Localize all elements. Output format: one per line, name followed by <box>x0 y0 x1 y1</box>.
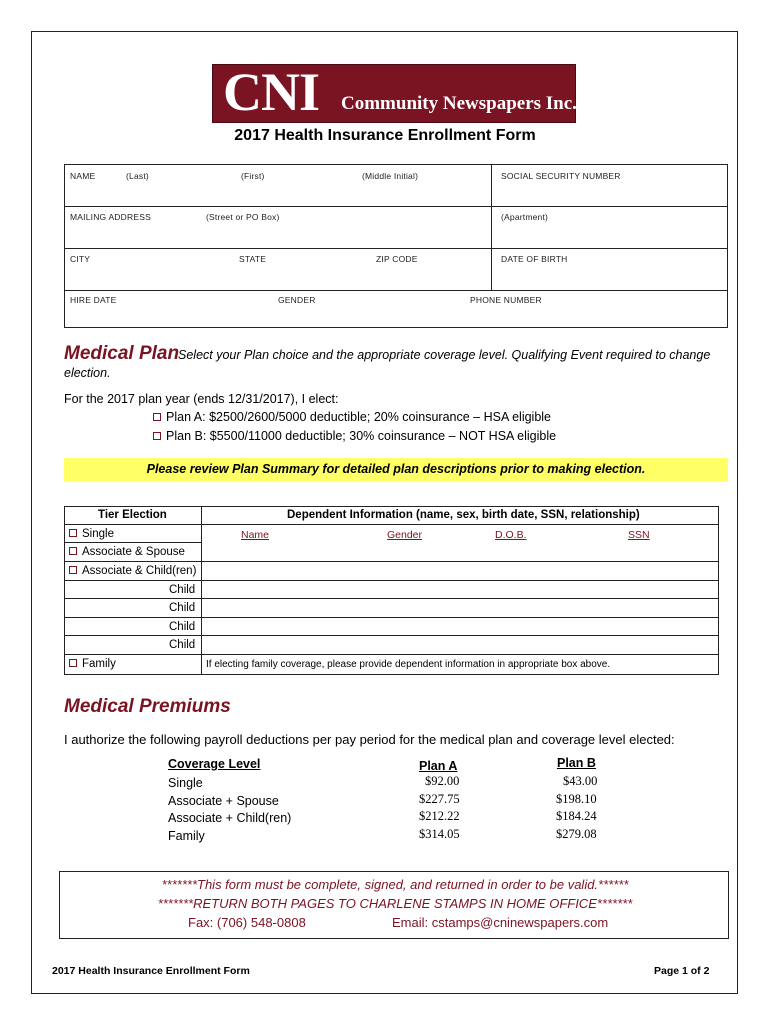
review-note-banner <box>64 458 728 482</box>
plan-b-premium: $279.08 <box>556 827 597 841</box>
apartment-label: (Apartment) <box>501 212 549 222</box>
table-divider <box>65 654 718 655</box>
mailing-address-label: MAILING ADDRESS <box>70 212 151 222</box>
plan-a-premium: $92.00 <box>425 774 460 788</box>
plan-a-checkbox[interactable] <box>153 413 161 421</box>
table-divider <box>201 507 202 674</box>
apartment-field[interactable] <box>495 225 723 246</box>
tier-assoc-children-checkbox[interactable] <box>69 566 77 574</box>
company-logo <box>212 64 576 123</box>
footer-title: 2017 Health Insurance Enrollment Form <box>52 965 250 977</box>
hire-date-label: HIRE DATE <box>70 295 117 305</box>
coverage-level-header: Coverage Level <box>168 757 261 771</box>
gender-label: GENDER <box>278 295 316 305</box>
grid-divider <box>65 206 727 207</box>
dob-label: DATE OF BIRTH <box>501 254 568 264</box>
plan-b-label: Plan B: $5500/11000 deductible; 30% coinsurance – NOT HSA eligible <box>166 429 557 443</box>
phone-label: PHONE NUMBER <box>470 295 542 305</box>
page-number: Page 1 of 2 <box>654 965 710 977</box>
mailing-address-field[interactable] <box>67 225 487 246</box>
dependent-info-header: Dependent Information (name, sex, birth date, SSN, relationship) <box>287 509 640 521</box>
tier-single-checkbox[interactable] <box>69 529 77 537</box>
plan-b-option[interactable] <box>153 429 556 443</box>
col-dob: D.O.B. <box>495 529 527 541</box>
personal-info-grid <box>64 164 728 328</box>
dependent-child-field[interactable] <box>203 562 717 579</box>
dob-field[interactable] <box>495 266 723 288</box>
plan-a-label: Plan A: $2500/2600/5000 deductible; 20% coinsurance – HSA eligible <box>166 410 552 424</box>
name-field[interactable] <box>67 183 487 204</box>
tier-single-label: Single <box>82 528 114 540</box>
coverage-level: Family <box>168 829 205 843</box>
name-label: NAME <box>70 171 96 181</box>
child-row-label: Child <box>169 621 196 633</box>
logo-company-name: Community Newspapers Inc. <box>341 93 577 114</box>
grid-divider <box>491 165 492 290</box>
review-note: Please review Plan Summary for detailed plan descriptions prior to making election. <box>146 462 646 476</box>
return-notice: *******RETURN BOTH PAGES TO CHARLENE STAMPS IN HOME OFFICE******* <box>157 896 633 911</box>
dependent-spouse-field[interactable] <box>203 543 717 560</box>
family-note: If electing family coverage, please provide dependent information in appropriate box above. <box>206 659 611 670</box>
dependent-child-field[interactable] <box>203 581 717 597</box>
plan-b-header: Plan B <box>557 756 596 770</box>
grid-divider <box>65 248 727 249</box>
tier-family-option[interactable] <box>69 658 116 670</box>
col-name: Name <box>241 529 270 541</box>
grid-divider <box>65 290 727 291</box>
tier-assoc-spouse-label: Associate & Spouse <box>82 546 185 558</box>
validity-notice: *******This form must be complete, signed, and returned in order to be valid.****** <box>161 877 629 892</box>
zip-label: ZIP CODE <box>376 254 418 264</box>
hire-gender-phone-field[interactable] <box>67 307 723 326</box>
coverage-level: Associate + Child(ren) <box>168 811 292 825</box>
plan-instruction-cont: election. <box>64 366 111 380</box>
tier-family-checkbox[interactable] <box>69 659 77 667</box>
tier-election-header: Tier Election <box>98 509 167 521</box>
plan-b-premium: $43.00 <box>563 774 598 788</box>
medical-premiums-heading: Medical Premiums <box>64 696 231 717</box>
return-notice-box <box>59 871 729 939</box>
tier-dependent-table <box>64 506 719 675</box>
city-state-zip-field[interactable] <box>67 266 487 288</box>
plan-b-premium: $198.10 <box>556 792 597 806</box>
coverage-level: Single <box>168 776 203 790</box>
child-row-label: Child <box>169 639 196 651</box>
authorize-text: I authorize the following payroll deductions per pay period for the medical plan and coverage level elected: <box>64 732 675 747</box>
child-row-label: Child <box>169 584 196 596</box>
last-name-label: (Last) <box>126 171 149 181</box>
medical-plan-heading: Medical Plan <box>64 343 180 364</box>
plan-b-checkbox[interactable] <box>153 432 161 440</box>
col-ssn: SSN <box>628 529 650 541</box>
tier-assoc-spouse-checkbox[interactable] <box>69 547 77 555</box>
plan-a-header: Plan A <box>419 759 458 773</box>
table-divider <box>65 542 201 543</box>
street-label: (Street or PO Box) <box>206 212 280 222</box>
plan-a-option[interactable] <box>153 410 551 424</box>
plan-instruction: Select your Plan choice and the appropriate coverage level. Qualifying Event required to change <box>178 348 711 362</box>
tier-assoc-children-label: Associate & Child(ren) <box>82 565 197 577</box>
plan-b-premium: $184.24 <box>556 809 597 823</box>
table-divider <box>65 524 718 525</box>
tier-single-option[interactable] <box>69 528 114 540</box>
tier-assoc-spouse-option[interactable] <box>69 546 185 558</box>
dependent-child-field[interactable] <box>203 618 717 634</box>
col-gender: Gender <box>387 529 423 541</box>
email-contact[interactable]: Email: cstamps@cninewspapers.com <box>392 915 609 930</box>
tier-assoc-children-option[interactable] <box>69 565 196 577</box>
fax-number: Fax: (706) 548-0808 <box>188 915 306 930</box>
form-title: 2017 Health Insurance Enrollment Form <box>234 127 536 144</box>
child-row-label: Child <box>169 602 196 614</box>
city-label: CITY <box>70 254 91 264</box>
plan-a-premium: $314.05 <box>419 827 460 841</box>
coverage-level: Associate + Spouse <box>168 794 279 808</box>
dependent-child-field[interactable] <box>203 599 717 616</box>
ssn-field[interactable] <box>495 183 723 204</box>
tier-family-label: Family <box>82 658 116 670</box>
state-label: STATE <box>239 254 267 264</box>
dependent-child-field[interactable] <box>203 636 717 653</box>
plan-a-premium: $227.75 <box>419 792 460 806</box>
plan-year-text: For the 2017 plan year (ends 12/31/2017), I elect: <box>64 392 339 406</box>
plan-a-premium: $212.22 <box>419 809 460 823</box>
ssn-label: SOCIAL SECURITY NUMBER <box>501 171 621 181</box>
logo-mark: CNI <box>223 62 320 122</box>
first-name-label: (First) <box>241 171 265 181</box>
middle-initial-label: (Middle Initial) <box>362 171 419 181</box>
